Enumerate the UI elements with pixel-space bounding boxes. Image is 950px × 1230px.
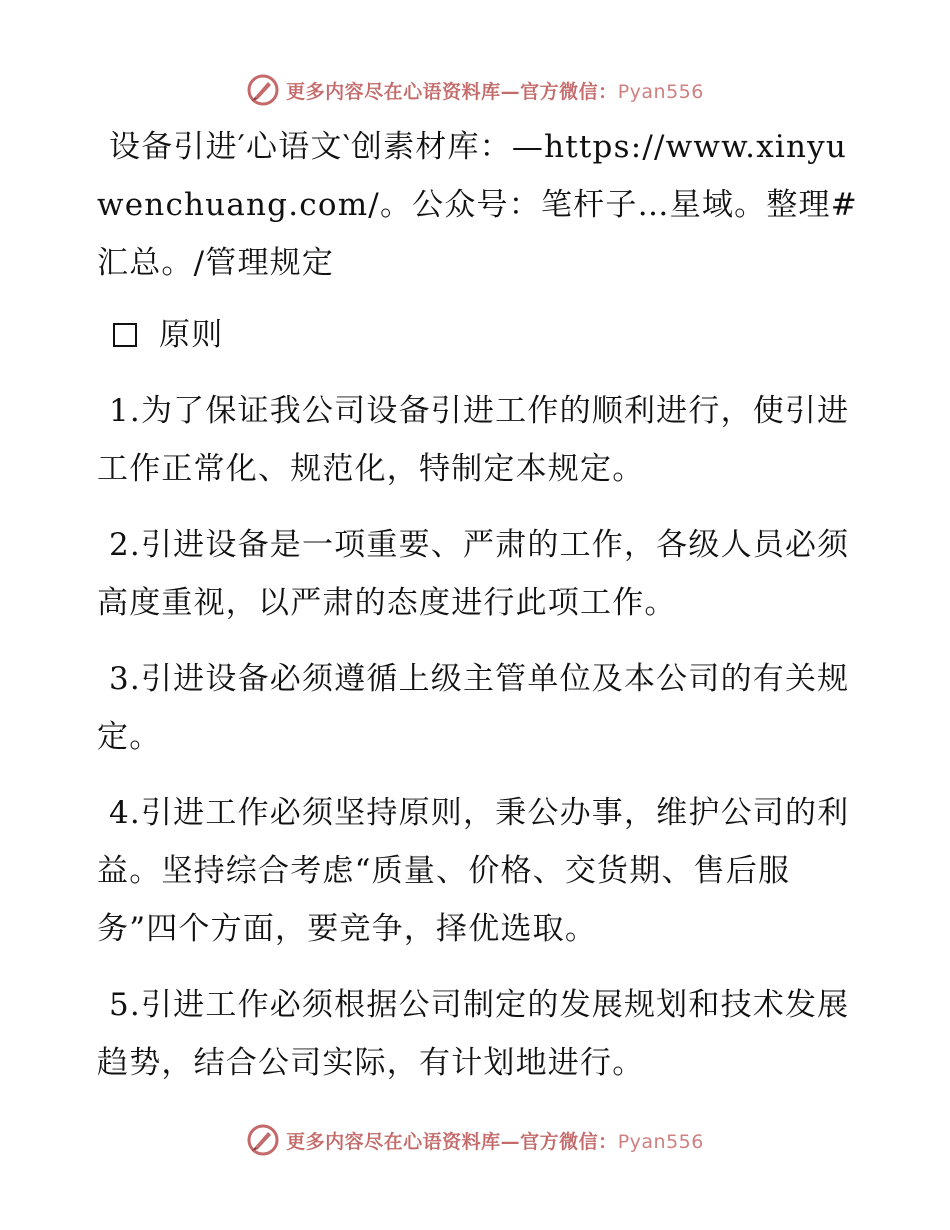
banner-text: 更多内容尽在心语资料库—官方微信：Pyan556 — [286, 80, 704, 103]
paragraph-1: 1.为了保证我公司设备引进工作的顺利进行，使引进工作正常化、规范化，特制定本规定。 — [97, 393, 850, 487]
footer-banner — [0, 1120, 950, 1160]
paragraph-4: 4.引进工作必须坚持原则，秉公办事，维护公司的利益。坚持综合考虑“质量、价格、交货期、售后服务”四个方面，要竞争，择优选取。 — [97, 795, 850, 947]
banner-text: 更多内容尽在心语资料库—官方微信：Pyan556 — [286, 1130, 704, 1153]
section-heading — [97, 306, 867, 364]
quill-logo-icon — [246, 73, 280, 107]
intro-paragraph: 设备引进′心语文‵创素材库：—https://www.xinyuwenchuang.com/。公众号：笔杆子…星域。整理#汇总。/管理规定 — [97, 129, 858, 281]
section-title: 原则 — [159, 317, 224, 353]
paragraph-3: 3.引进设备必须遵循上级主管单位及本公司的有关规定。 — [97, 661, 850, 755]
quill-logo-icon — [246, 1123, 280, 1157]
document-body — [97, 118, 867, 1110]
paragraph-5: 5.引进工作必须根据公司制定的发展规划和技术发展趋势，结合公司实际，有计划地进行。 — [97, 987, 850, 1081]
header-banner — [0, 70, 950, 110]
paragraph-2: 2.引进设备是一项重要、严肃的工作，各级人员必须高度重视，以严肃的态度进行此项工作。 — [97, 527, 850, 621]
checkbox-empty-icon — [113, 323, 137, 347]
